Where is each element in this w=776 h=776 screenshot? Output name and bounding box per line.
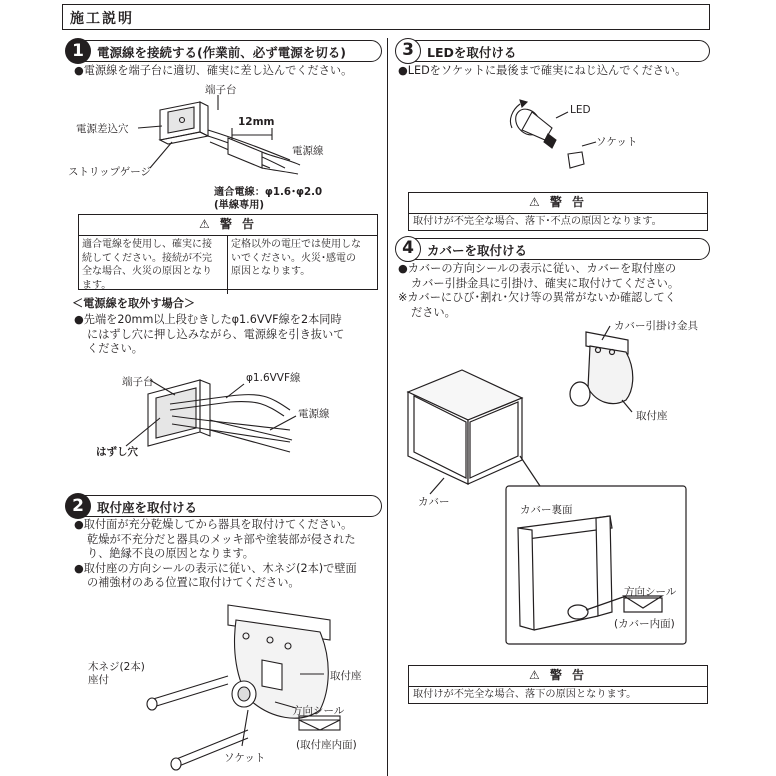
section-4-heading: カバーを取付ける — [427, 243, 528, 258]
section-1-heading: 電源線を接続する(作業前、必ず電源を切る) — [97, 45, 346, 60]
label-cover-inner: (カバー内面) — [614, 618, 675, 630]
label-cover-hook: カバー引掛け金具 — [614, 320, 698, 332]
remove-label-vvf: φ1.6VVF線 — [246, 372, 301, 384]
s3-warning-title: ⚠ 警 告 — [409, 193, 707, 214]
s2-instruction: ●取付面が充分乾燥してから器具を取付けてください。 乾燥が不充分だと器具のメッキ部や塗装部が侵された り、絶縁不良の原因となります。 ●取付座の方向シールの表示に従い、木ネジ(2本)で壁面 の補強材のある位置に取付けてください。 — [74, 518, 357, 589]
label-power-cable: 電源線 — [292, 145, 324, 157]
label-12mm: 12mm — [238, 116, 275, 128]
label-socket: ソケット — [224, 752, 266, 764]
label-cover-sticker: 方向シール — [624, 586, 677, 598]
s1-warning-title: ⚠ 警 告 — [79, 215, 377, 236]
s4-warning-body: 取付けが不完全な場合、落下の原因となります。 — [413, 689, 637, 700]
s4-instruction: ●カバーの方向シールの表示に従い、カバーを取付座の カバー引掛金具に引掛け、確実に取付けてください。 ※カバーにひび･割れ･欠け等の異常がないか確認してく ださい。 — [398, 262, 680, 319]
label-cover-back: カバー裏面 — [520, 504, 573, 516]
step-1-badge: 1 — [65, 38, 91, 64]
s1-warning-left: 適合電線を使用し、確実に接 続してください。接続が不完 全な場合、火災の原因となり ます。 — [79, 236, 228, 294]
page-title: 施工説明 — [70, 11, 134, 27]
section-3-heading: LEDを取付ける — [427, 45, 517, 60]
label-seat: 座付 — [88, 674, 109, 686]
label-mounting-base: 取付座 — [330, 670, 362, 682]
step-2-badge: 2 — [65, 493, 91, 519]
remove-label-terminal: 端子台 — [122, 376, 154, 388]
remove-label-cable: 電源線 — [298, 408, 330, 420]
label-terminal-block: 端子台 — [205, 84, 237, 96]
label-strip-gauge: ストリップゲージ — [68, 166, 152, 178]
label-cover: カバー — [418, 496, 450, 508]
step-3-badge: 3 — [395, 38, 421, 64]
remove-instruction: ●先端を20mm以上段むきしたφ1.6VVF線を2本同時 にはずし穴に押し込みながら、電源線を引き抜いて ください。 — [74, 313, 345, 355]
label-led: LED — [570, 104, 591, 116]
label-cover-base: 取付座 — [636, 410, 668, 422]
wire-spec: 適合電線：φ1.6･φ2.0 — [214, 187, 323, 198]
label-power-inlet: 電源差込穴 — [76, 123, 129, 135]
s4-warning-box — [408, 665, 708, 704]
label-wood-screws: 木ネジ(2本) — [88, 661, 145, 673]
label-led-socket: ソケット — [596, 136, 638, 148]
wire-spec-note: (単線専用) — [214, 200, 265, 211]
label-direction-sticker: 方向シール — [292, 705, 345, 717]
label-base-inner: (取付座内面) — [296, 739, 357, 751]
s3-warning-body: 取付けが不完全な場合、落下･不点の原因となります。 — [413, 216, 662, 227]
remove-label-hole: はずし穴 — [96, 446, 138, 458]
s1-instruction: ●電源線を端子台に適切、確実に差し込んでください。 — [74, 64, 353, 77]
s3-instruction: ●LEDをソケットに最後まで確実にねじ込んでください。 — [398, 64, 687, 77]
s1-warning-right: 定格以外の電圧では使用しな いでください。火災･感電の 原因となります。 — [231, 239, 361, 278]
remove-heading: ＜電源線を取外す場合＞ — [72, 297, 196, 310]
step-4-badge: 4 — [395, 236, 421, 262]
s4-warning-title: ⚠ 警 告 — [409, 666, 707, 687]
section-2-heading: 取付座を取付ける — [97, 500, 198, 515]
